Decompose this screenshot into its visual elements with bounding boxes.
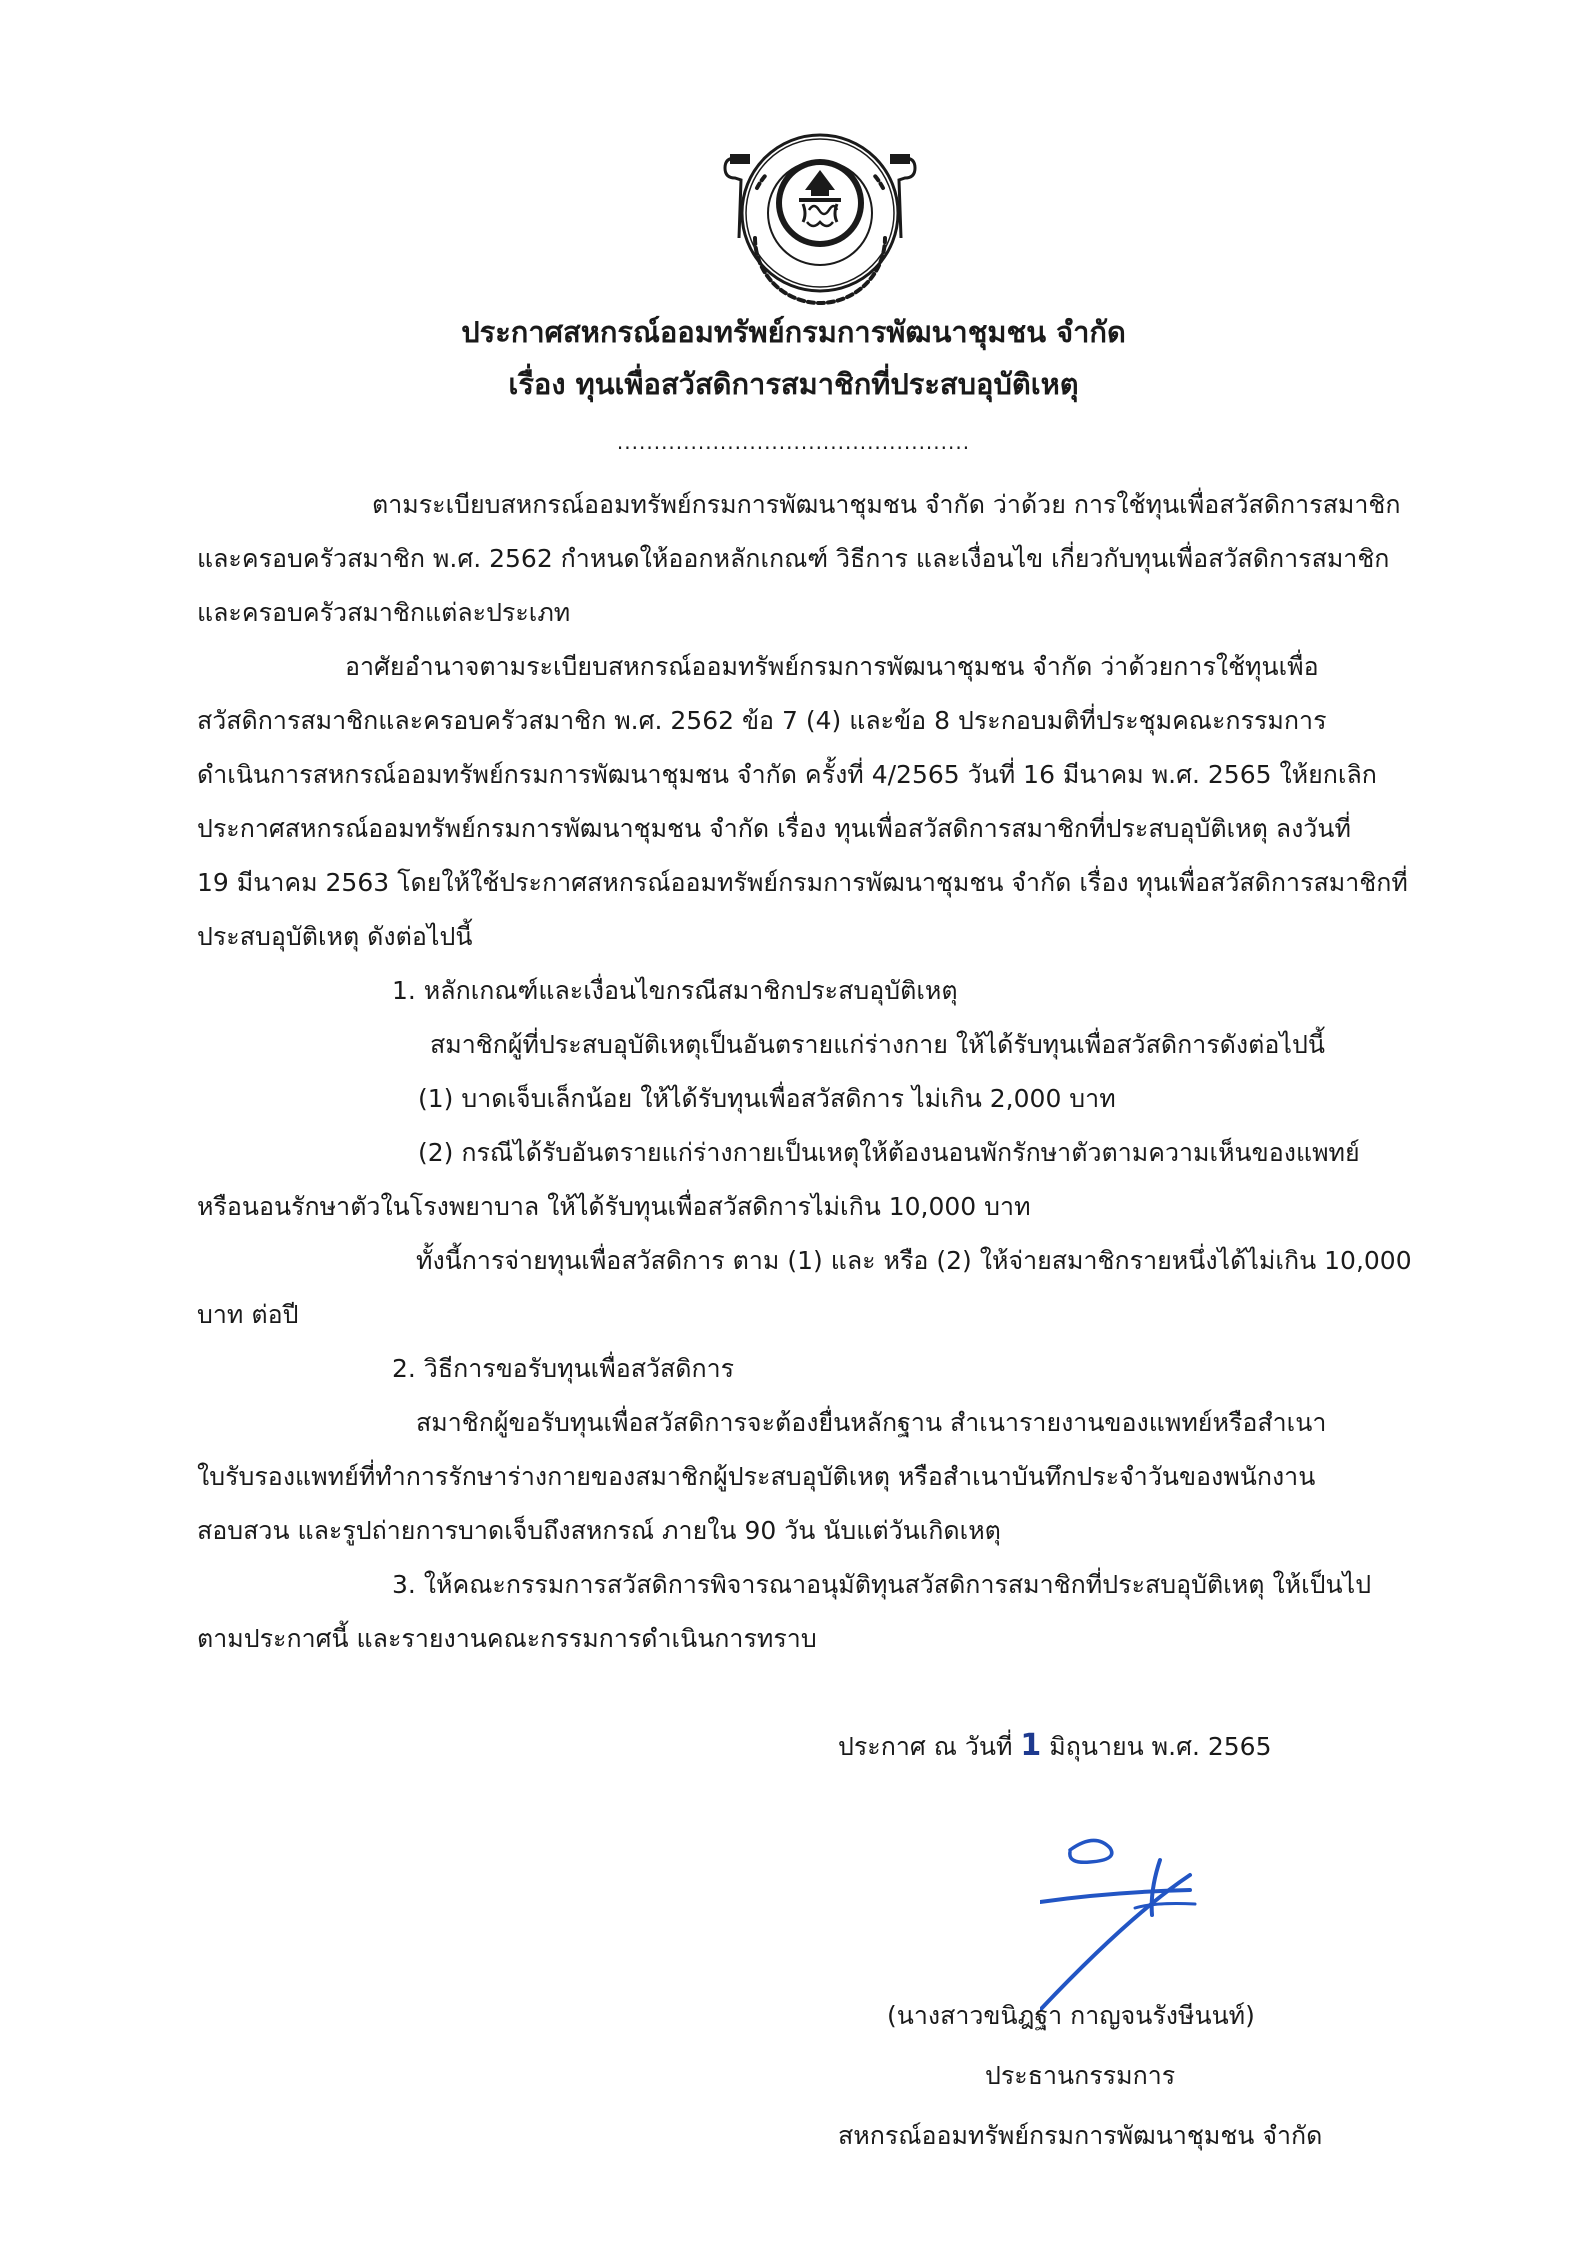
body-line: สมาชิกผู้ขอรับทุนเพื่อสวัสดิการจะต้องยื่นหลักฐาน สำเนารายงานของแพทย์หรือสำเนา (416, 1408, 1327, 1437)
signer-position: ประธานกรรมการ (985, 2061, 1176, 2090)
announcement-subject: เรื่อง ทุนเพื่อสวัสดิการสมาชิกที่ประสบอุบัติเหตุ (508, 367, 1079, 401)
body-line: สอบสวน และรูปถ่ายการบาดเจ็บถึงสหกรณ์ ภายใน 90 วัน นับแต่วันเกิดเหตุ (197, 1516, 1001, 1545)
date-suffix: มิถุนายน พ.ศ. 2565 (1041, 1732, 1272, 1761)
section-heading: 2. วิธีการขอรับทุนเพื่อสวัสดิการ (392, 1354, 735, 1383)
handwritten-signature-icon (1040, 1830, 1240, 2020)
cooperative-seal-icon (695, 118, 945, 308)
body-line: และครอบครัวสมาชิก พ.ศ. 2562 กำหนดให้ออกหลักเกณฑ์ วิธีการ และเงื่อนไข เกี่ยวกับทุนเพื่อสวัสดิการสมาชิก (197, 544, 1390, 573)
date-prefix: ประกาศ ณ วันที่ (838, 1732, 1021, 1761)
announcement-title: ประกาศสหกรณ์ออมทรัพย์กรมการพัฒนาชุมชน จำกัด (461, 315, 1126, 349)
section-heading: 3. ให้คณะกรรมการสวัสดิการพิจารณาอนุมัติทุนสวัสดิการสมาชิกที่ประสบอุบัติเหตุ ให้เป็นไป (392, 1570, 1372, 1599)
body-line: (1) บาดเจ็บเล็กน้อย ให้ได้รับทุนเพื่อสวัสดิการ ไม่เกิน 2,000 บาท (418, 1084, 1116, 1113)
signer-name: (นางสาวขนิฎฐา กาญจนรังษีนนท์) (887, 2001, 1255, 2030)
announcement-date (838, 1728, 1272, 1765)
body-line: บาท ต่อปี (197, 1300, 299, 1329)
body-line: ดำเนินการสหกรณ์ออมทรัพย์กรมการพัฒนาชุมชน จำกัด ครั้งที่ 4/2565 วันที่ 16 มีนาคม พ.ศ. 2565 ให้ยกเลิก (197, 760, 1377, 789)
body-line: 19 มีนาคม 2563 โดยให้ใช้ประกาศสหกรณ์ออมทรัพย์กรมการพัฒนาชุมชน จำกัด เรื่อง ทุนเพื่อสวัสดิการสมาชิกที่ (197, 868, 1408, 897)
body-line: ใบรับรองแพทย์ที่ทำการรักษาร่างกายของสมาชิกผู้ประสบอุบัติเหตุ หรือสำเนาบันทึกประจำวันของพนักงาน (197, 1462, 1316, 1491)
title-separator: ................................................ (616, 430, 971, 454)
body-line: ตามประกาศนี้ และรายงานคณะกรรมการดำเนินการทราบ (197, 1624, 817, 1653)
body-line: ประสบอุบัติเหตุ ดังต่อไปนี้ (197, 922, 473, 951)
body-line: สวัสดิการสมาชิกและครอบครัวสมาชิก พ.ศ. 2562 ข้อ 7 (4) และข้อ 8 ประกอบมติที่ประชุมคณะกรรมการ (197, 706, 1327, 735)
body-line: ทั้งนี้การจ่ายทุนเพื่อสวัสดิการ ตาม (1) และ หรือ (2) ให้จ่ายสมาชิกรายหนึ่งได้ไม่เกิน 10,000 (416, 1246, 1412, 1275)
body-line: ตามระเบียบสหกรณ์ออมทรัพย์กรมการพัฒนาชุมชน จำกัด ว่าด้วย การใช้ทุนเพื่อสวัสดิการสมาชิก (372, 490, 1401, 519)
body-line: อาศัยอำนาจตามระเบียบสหกรณ์ออมทรัพย์กรมการพัฒนาชุมชน จำกัด ว่าด้วยการใช้ทุนเพื่อ (345, 652, 1319, 681)
body-line: และครอบครัวสมาชิกแต่ละประเภท (197, 598, 571, 627)
date-day: 1 (1020, 1728, 1042, 1763)
body-line: ประกาศสหกรณ์ออมทรัพย์กรมการพัฒนาชุมชน จำกัด เรื่อง ทุนเพื่อสวัสดิการสมาชิกที่ประสบอุบัติเหตุ ลงวันที่ (197, 814, 1351, 843)
body-line: หรือนอนรักษาตัวในโรงพยาบาล ให้ได้รับทุนเพื่อสวัสดิการไม่เกิน 10,000 บาท (197, 1192, 1031, 1221)
body-line: สมาชิกผู้ที่ประสบอุบัติเหตุเป็นอันตรายแก่ร่างกาย ให้ได้รับทุนเพื่อสวัสดิการดังต่อไปนี้ (430, 1030, 1325, 1059)
body-line: (2) กรณีได้รับอันตรายแก่ร่างกายเป็นเหตุให้ต้องนอนพักรักษาตัวตามความเห็นของแพทย์ (418, 1138, 1360, 1167)
signer-organization: สหกรณ์ออมทรัพย์กรมการพัฒนาชุมชน จำกัด (838, 2121, 1323, 2150)
section-heading: 1. หลักเกณฑ์และเงื่อนไขกรณีสมาชิกประสบอุบัติเหตุ (392, 976, 958, 1005)
